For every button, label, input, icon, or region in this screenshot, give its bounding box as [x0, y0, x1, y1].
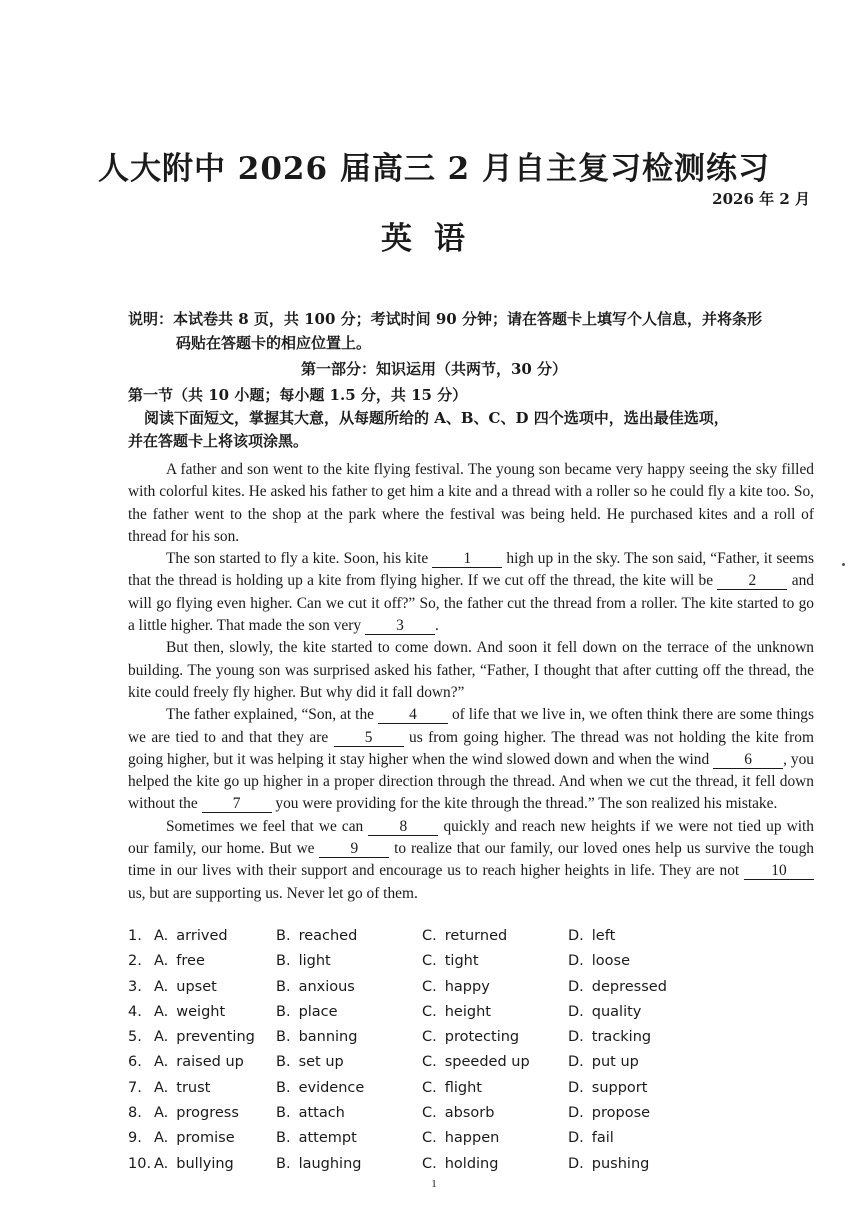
blank-1: 1 [432, 550, 502, 568]
option-row [128, 953, 818, 978]
option-row [128, 1130, 818, 1155]
question-number: 4. [128, 1003, 142, 1020]
option-row [128, 1004, 818, 1029]
option-c [422, 1029, 519, 1045]
option-text: happy [444, 978, 490, 995]
option-letter: C. [422, 1054, 437, 1071]
option-row [128, 1105, 818, 1130]
option-letter: A. [154, 1029, 169, 1046]
option-text: absorb [444, 1105, 495, 1122]
option-b [276, 1080, 364, 1096]
passage-paragraph-4 [128, 704, 814, 815]
option-text: speeded up [444, 1054, 530, 1071]
exam-title: 人大附中 2026 届高三 2 月自主复习检测练习 [97, 151, 771, 187]
option-text: attempt [298, 1130, 357, 1147]
option-text: light [298, 953, 331, 970]
part-heading: 第一部分：知识运用（共两节，30 分） [300, 360, 568, 378]
option-text: trust [176, 1079, 211, 1096]
option-letter: C. [422, 1003, 437, 1020]
option-c [422, 1130, 499, 1146]
option-d [568, 1156, 649, 1172]
option-row [128, 979, 818, 1004]
option-text: bullying [176, 1155, 234, 1172]
option-text: depressed [591, 978, 667, 995]
blank-8: 8 [368, 818, 438, 836]
option-letter: C. [422, 1130, 437, 1147]
option-letter: D. [568, 1155, 584, 1172]
option-letter: D. [568, 1130, 584, 1147]
option-text: protecting [444, 1029, 520, 1046]
option-c [422, 979, 490, 995]
option-text: anxious [298, 978, 355, 995]
passage-text: , you helped the kite go up higher in a proper direction through the thread. And when we cut the thread, it fell down without the [128, 750, 814, 813]
passage-paragraph-2 [128, 548, 814, 637]
passage-paragraph-5 [128, 816, 814, 905]
option-a [154, 1130, 235, 1146]
option-letter: B. [276, 1105, 291, 1122]
option-letter: B. [276, 1029, 291, 1046]
option-letter: C. [422, 978, 437, 995]
option-c [422, 1105, 494, 1121]
question-number: 2. [128, 953, 142, 970]
option-a [154, 1080, 210, 1096]
option-text: set up [298, 1054, 344, 1071]
option-row [128, 928, 818, 953]
option-c [422, 1080, 482, 1096]
option-letter: A. [154, 1105, 169, 1122]
question-number: 3. [128, 978, 142, 995]
option-b [276, 1054, 344, 1070]
question-number: 8. [128, 1105, 142, 1122]
option-c [422, 928, 507, 944]
option-b [276, 1156, 361, 1172]
option-text: returned [444, 928, 508, 944]
page-number: 1 [431, 1178, 437, 1190]
option-letter: D. [568, 1054, 584, 1071]
option-a [154, 1105, 239, 1121]
passage-text: you were providing for the kite through the thread.” The son realized his mistake. [275, 795, 778, 813]
option-text: tracking [591, 1029, 652, 1046]
question-number: 9. [128, 1130, 142, 1147]
option-letter: B. [276, 1155, 291, 1172]
option-d [568, 1105, 650, 1121]
option-letter: D. [568, 953, 584, 970]
passage-text: Sometimes we feel that we can [166, 817, 364, 835]
option-b [276, 1130, 357, 1146]
option-text: raised up [176, 1054, 244, 1071]
option-letter: B. [276, 928, 291, 944]
passage-text: to realize that our family, our loved ones help us survive the tough time in our lives with their support and encourage us to reach higher heights in life. They are not [128, 840, 814, 880]
option-letter: A. [154, 978, 169, 995]
subject-title: 英语 [381, 221, 487, 257]
option-letter: D. [568, 1079, 584, 1096]
option-d [568, 1130, 614, 1146]
blank-6: 6 [713, 751, 783, 769]
blank-5: 5 [334, 729, 404, 747]
option-c [422, 953, 479, 969]
passage-paragraph-1: A father and son went to the kite flying festival. The young son became very happy seeing the sky filled with colorful kites. He asked his father to get him a kite and a thread with a roller so he could fly a kite too. So, the father went to the shop at the park where the festival was being held. He purchased kites and a roll of thread for his son. [128, 461, 814, 545]
option-text: upset [176, 978, 217, 995]
option-letter: D. [568, 978, 584, 995]
option-letter: C. [422, 1105, 437, 1122]
answer-options [128, 928, 818, 1181]
passage-text: . [434, 617, 439, 635]
option-letter: D. [568, 928, 584, 944]
question-number: 5. [128, 1029, 142, 1046]
option-text: support [591, 1079, 648, 1096]
option-letter: A. [154, 1130, 169, 1147]
passage-text: us, but are supporting us. Never let go of them. [128, 884, 418, 902]
directions-line-2: 并在答题卡上将该项涂黑。 [128, 432, 309, 450]
blank-2: 2 [717, 572, 787, 590]
option-letter: A. [154, 1054, 169, 1071]
option-letter: A. [154, 1155, 169, 1172]
section-heading: 第一节（共 10 小题；每小题 1.5 分，共 15 分） [128, 386, 468, 404]
option-a [154, 953, 205, 969]
option-text: weight [176, 1003, 226, 1020]
option-text: place [298, 1003, 338, 1020]
passage-text: us from going higher. The thread was not holding the kite from going higher, but it was helping it stay higher when the wind slowed down and when the wind [128, 728, 814, 768]
question-number: 1. [128, 928, 142, 944]
option-text: tight [444, 953, 479, 970]
blank-10: 10 [744, 862, 814, 880]
option-text: put up [591, 1054, 639, 1071]
option-text: arrived [176, 928, 228, 944]
instructions-line-1: 说明：本试卷共 8 页，共 100 分；考试时间 90 分钟；请在答题卡上填写个人信息，并将条形 [128, 310, 762, 328]
option-row [128, 1080, 818, 1105]
option-d [568, 1004, 641, 1020]
option-letter: A. [154, 953, 169, 970]
option-b [276, 1105, 345, 1121]
option-b [276, 953, 331, 969]
option-text: reached [298, 928, 358, 944]
option-text: banning [298, 1029, 358, 1046]
passage-text: and will go flying even higher. Can we cut it off?” So, the father cut the thread from a roller. The kite started to go a little higher. That made the son very [128, 572, 814, 635]
section-directions [128, 407, 818, 453]
option-letter: C. [422, 953, 437, 970]
directions-line-1: 阅读下面短文，掌握其大意，从每题所给的 A、B、C、D 四个选项中，选出最佳选项， [144, 409, 729, 427]
option-letter: D. [568, 1003, 584, 1020]
option-letter: A. [154, 928, 169, 944]
option-text: free [176, 953, 205, 970]
option-b [276, 979, 355, 995]
option-text: laughing [298, 1155, 362, 1172]
option-letter: B. [276, 1054, 291, 1071]
blank-4: 4 [378, 706, 448, 724]
blank-7: 7 [202, 795, 272, 813]
option-a [154, 979, 217, 995]
option-text: preventing [176, 1029, 255, 1046]
passage-text: quickly and reach new heights if we were not tied up with our family, our home. But we [128, 817, 814, 858]
option-d [568, 1080, 647, 1096]
option-text: holding [444, 1155, 499, 1172]
option-b [276, 1029, 357, 1045]
option-text: left [591, 928, 616, 944]
option-text: height [444, 1003, 491, 1020]
option-a [154, 1004, 225, 1020]
option-letter: B. [276, 1003, 291, 1020]
option-b [276, 1004, 338, 1020]
blank-3: 3 [365, 617, 435, 635]
passage-paragraph-3: But then, slowly, the kite started to come down. And soon it fell down on the terrace of the unknown building. The young son was surprised asked his father, “Father, I thought that after cutting off the thread, the kite could freely fly higher. But why did it fall down?” [128, 639, 814, 701]
exam-instructions [128, 307, 818, 355]
question-number: 6. [128, 1054, 142, 1071]
option-text: promise [176, 1130, 235, 1147]
margin-dot [842, 563, 845, 566]
option-row [128, 1054, 818, 1079]
option-text: progress [176, 1105, 239, 1122]
option-text: pushing [591, 1155, 650, 1172]
option-d [568, 1054, 639, 1070]
option-c [422, 1054, 530, 1070]
option-b [276, 928, 357, 944]
option-d [568, 953, 630, 969]
option-text: flight [444, 1079, 482, 1096]
option-letter: C. [422, 928, 437, 944]
option-d [568, 979, 667, 995]
option-row [128, 1029, 818, 1054]
option-letter: A. [154, 1079, 169, 1096]
passage-text: of life that we live in, we often think there are some things we are tied to and that they are [128, 706, 814, 746]
option-text: attach [298, 1105, 345, 1122]
option-c [422, 1156, 498, 1172]
passage-text: high up in the sky. The son said, “Father, it seems that the thread is holding up a kite from flying higher. If we cut off the thread, the kite will be [128, 550, 814, 590]
option-letter: D. [568, 1105, 584, 1122]
option-text: quality [591, 1003, 642, 1020]
option-d [568, 928, 615, 944]
option-letter: B. [276, 1130, 291, 1147]
option-a [154, 1054, 244, 1070]
question-number: 7. [128, 1079, 142, 1096]
option-text: fail [591, 1130, 614, 1147]
instructions-line-2: 码贴在答题卡的相应位置上。 [176, 334, 372, 352]
option-text: propose [591, 1105, 651, 1122]
cloze-passage [128, 459, 814, 905]
passage-text: The son started to fly a kite. Soon, his kite [166, 550, 429, 568]
question-number: 10. [128, 1155, 152, 1172]
exam-date: 2026 年 2 月 [712, 190, 810, 208]
option-a [154, 1029, 255, 1045]
option-text: loose [591, 953, 631, 970]
option-letter: B. [276, 1079, 291, 1096]
option-text: happen [444, 1130, 500, 1147]
blank-9: 9 [319, 840, 389, 858]
option-c [422, 1004, 491, 1020]
option-letter: A. [154, 1003, 169, 1020]
option-a [154, 928, 228, 944]
option-letter: C. [422, 1029, 437, 1046]
option-a [154, 1156, 234, 1172]
option-letter: C. [422, 1079, 437, 1096]
option-d [568, 1029, 651, 1045]
option-letter: D. [568, 1029, 584, 1046]
option-letter: B. [276, 953, 291, 970]
option-letter: C. [422, 1155, 437, 1172]
option-letter: B. [276, 978, 291, 995]
passage-text: The father explained, “Son, at the [166, 706, 374, 724]
option-text: evidence [298, 1079, 365, 1096]
